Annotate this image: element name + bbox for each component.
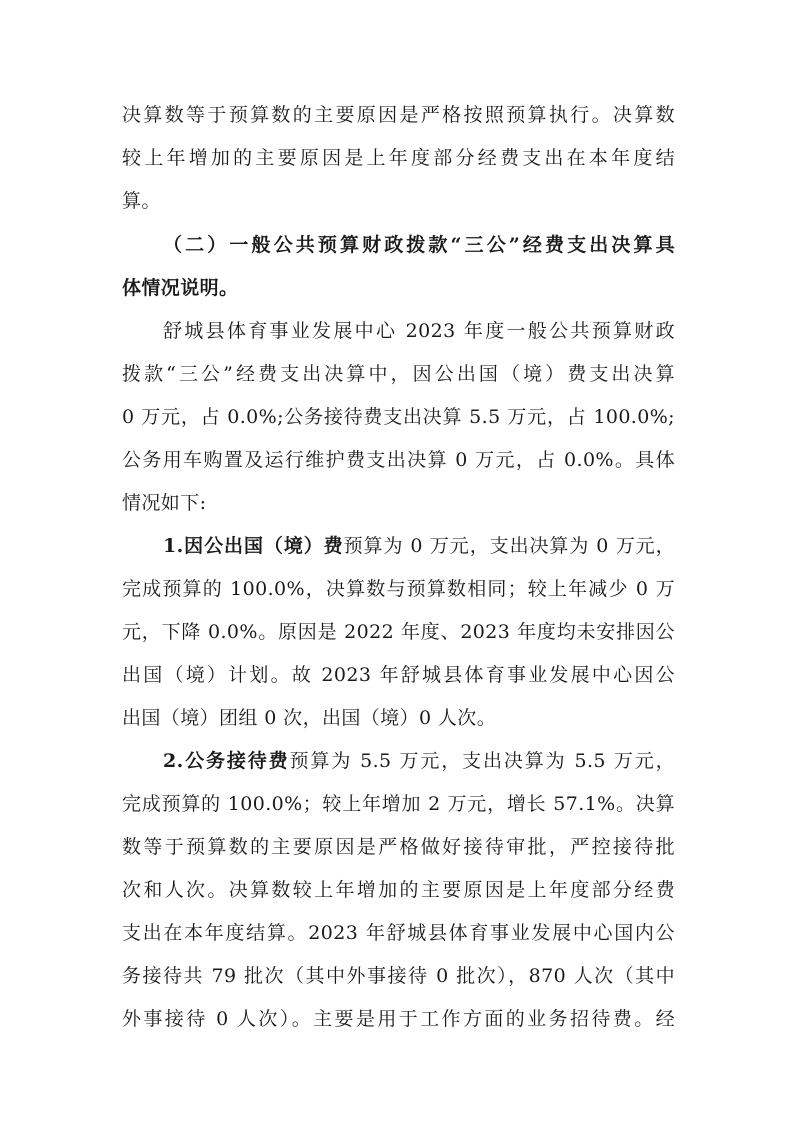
- text-line: 舒城县体育事业发展中心 2023 年度一般公共预算财政: [163, 320, 675, 342]
- text-line: 支出在本年度结算。2023 年舒城县体育事业发展中心国内公: [122, 922, 675, 944]
- text-line: 出国（境）团组 0 次，出国（境）0 人次。: [122, 707, 497, 729]
- text-line: 务接待共 79 批次（其中外事接待 0 批次），870 人次（其中: [122, 965, 675, 987]
- text-line: 外事接待 0 人次）。主要是用于工作方面的业务招待费。经: [122, 1008, 675, 1030]
- text-line: 较上年增加的主要原因是上年度部分经费支出在本年度结: [122, 147, 675, 169]
- text-line: 元，下降 0.0%。原因是 2022 年度、2023 年度均未安排因公: [122, 621, 675, 643]
- item-1-first-line: [163, 534, 675, 558]
- item-2-title: 2.公务接待费: [163, 750, 290, 772]
- text-line: 数等于预算数的主要原因是严格做好接待审批，严控接待批: [122, 836, 675, 858]
- text-line: 情况如下:: [122, 492, 207, 514]
- item-1-text: 预算为 0 万元，支出决算为 0 万元，: [343, 535, 675, 557]
- text-line: 0 万元，占 0.0%;公务接待费支出决算 5.5 万元，占 100.0%;: [122, 406, 675, 428]
- item-1-title: 1.因公出国（境）费: [163, 535, 344, 557]
- item-2-text: 预算为 5.5 万元，支出决算为 5.5 万元，: [289, 750, 675, 772]
- item-2-first-line: [163, 749, 675, 773]
- text-line: 完成预算的 100.0%；较上年增加 2 万元，增长 57.1%。决算: [122, 793, 675, 815]
- text-line: 次和人次。决算数较上年增加的主要原因是上年度部分经费: [122, 879, 675, 901]
- text-line: 拨款“三公”经费支出决算中，因公出国（境）费支出决算: [122, 363, 675, 385]
- text-line: 完成预算的 100.0%，决算数与预算数相同；较上年减少 0 万: [122, 578, 675, 600]
- text-line: 决算数等于预算数的主要原因是严格按照预算执行。决算数: [122, 104, 675, 126]
- text-line: 公务用车购置及运行维护费支出决算 0 万元，占 0.0%。具体: [122, 449, 675, 471]
- section-heading-cont: 体情况说明。: [122, 277, 239, 299]
- text-line: 出国（境）计划。故 2023 年舒城县体育事业发展中心因公: [122, 664, 675, 686]
- text-line: 算。: [122, 190, 161, 212]
- section-heading: （二）一般公共预算财政拨款“三公”经费支出决算具: [163, 234, 675, 256]
